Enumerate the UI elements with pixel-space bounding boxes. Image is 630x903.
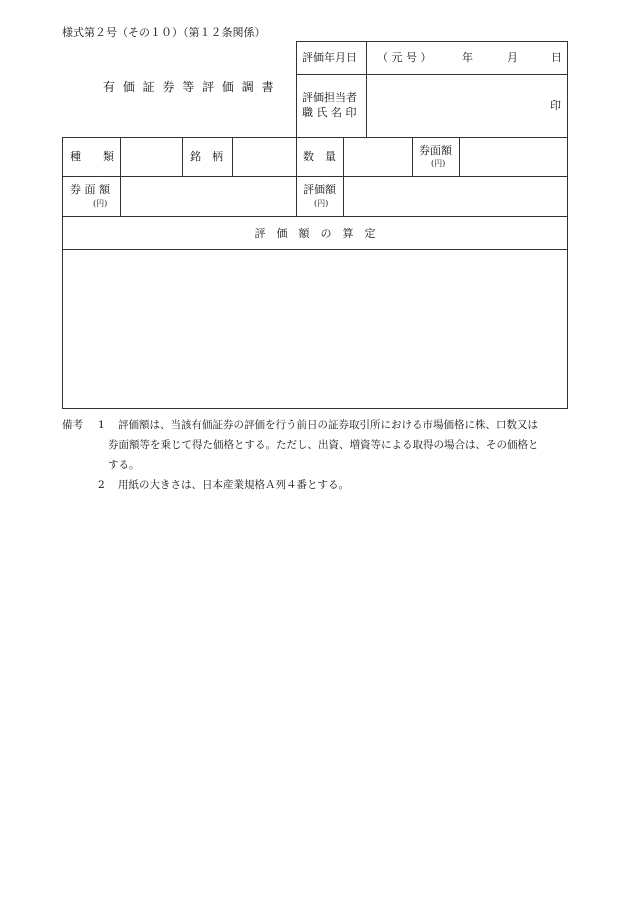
note-1-line1: 評価額は、当該有価証券の評価を行う前日の証券取引所における市場価格に株、口数又は [118,419,538,431]
col-divider-6 [412,137,413,176]
note-2-line1: 用紙の大きさは、日本産業規格Ａ列４番とする。 [118,479,349,491]
note-2-num: 2 [98,479,105,491]
day-label: 日 [551,51,562,64]
eval-date-label: 評価年月日 [302,51,357,64]
col-divider-3 [232,137,233,176]
header-row-divider [296,74,568,75]
calc-area [63,250,567,408]
document-title: 有 価 証 券 等 評 価 調 書 [103,80,276,94]
col-divider-4 [296,137,297,216]
brand-label: 銘 柄 [190,150,223,163]
officer-label-line1: 評価担当者 [302,91,357,104]
era-placeholder: （ 元 号 ） [377,51,432,64]
eval-amount-unit: (円) [314,199,329,208]
face-amount-unit-row2: (円) [93,199,108,208]
row1-bottom [62,176,568,177]
col-divider-1 [120,137,121,216]
month-label: 月 [507,51,518,64]
form-label: 様式第２号（その１０）（第１２条関係） [62,26,266,39]
face-amount-label-row2: 券 面 額 [70,183,110,196]
col-divider-2 [182,137,183,176]
header-divider [366,41,367,138]
note-1-num: 1 [98,419,105,431]
eval-amount-label: 評価額 [303,183,336,196]
face-amount-unit: (円) [431,159,446,168]
col-divider-5 [343,137,344,216]
note-1-line2: 券面額等を乗じて得た価格とする。ただし、出資、増資等による取得の場合は、その価格と [108,439,539,451]
col-divider-7 [459,137,460,176]
kind-label: 種 類 [70,150,114,163]
year-label: 年 [462,51,473,64]
note-1-line3: する。 [108,459,140,471]
notes-label: 備考 [62,419,83,431]
row2-bottom [62,216,568,217]
face-amount-label: 券面額 [419,144,452,157]
officer-label-line2: 職 氏 名 印 [302,106,357,119]
seal-mark: 印 [550,99,561,112]
calc-header: 評 価 額 の 算 定 [254,227,376,240]
quantity-label: 数 量 [303,150,336,163]
